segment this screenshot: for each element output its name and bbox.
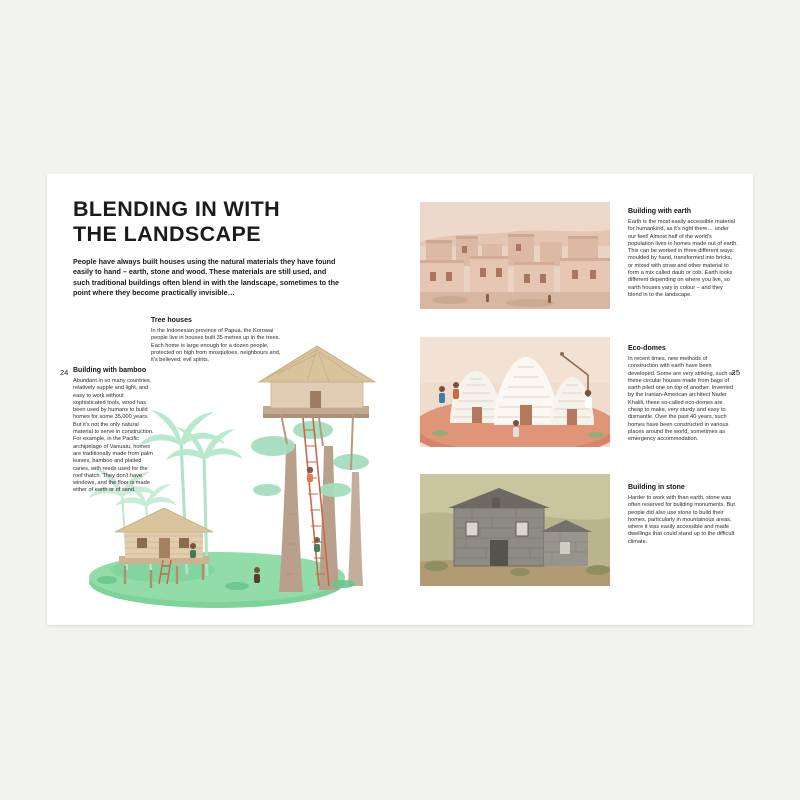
page-number-right: 25	[731, 368, 740, 377]
caption-tree-houses	[151, 316, 282, 364]
caption-body: Harder to work with than earth, stone was often reserved for building monuments. But people did also use stone to build their homes, particularly in mountainous areas, where it was easily accessible and made dwellings that could stand up to the difficult climate.	[628, 495, 735, 545]
caption-body: Earth is the most easily accessible material for humankind, as it's right there… under our feet! Almost half of the world's population lives in homes made out of earth. This can be worked in three different ways: moulded by hand, transformed into bricks, or mixed with straw and other material to form a mix called daub or cob. Earth looks different depending on where you live, so earth houses vary in colour – and they blend in to the landscape.	[628, 219, 738, 298]
standfirst-paragraph: People have always built houses using the natural materials they have found easily to hand – earth, stone and wood. These materials are still used, and such traditional buildings often blend in with the landscape, sometimes to the point where they become practically invisible…	[73, 257, 339, 297]
caption-eco-domes	[628, 344, 738, 444]
caption-body: Abundant in so many countries, relatively supple and light, and easy to work without sophisticated tools, wood has been used by humans to build homes for some 35,000 years. But it's not the only natural material to serve in construction. For example, in the Pacific archipelago of Vanuatu, homes are traditionally made from palm leaves, bamboo and plaited canes, with reeds used for the roof thatch. They don't have windows, and the floor is made either of earth or of sand.	[73, 378, 154, 494]
eco-dome-photo	[420, 337, 610, 447]
caption-title: Eco-domes	[628, 345, 666, 352]
caption-title: Building in stone	[628, 484, 685, 491]
caption-title: Building with bamboo	[73, 367, 147, 374]
right-page	[400, 174, 753, 625]
page-number-left: 24	[60, 368, 69, 377]
stone-house-photo	[420, 474, 610, 586]
page-title-line-2: THE LANDSCAPE	[73, 222, 261, 246]
book-spread	[47, 174, 753, 625]
earth-village-photo	[420, 202, 610, 309]
caption-body: In the Indonesian province of Papua, the Korowai people live in houses built 35 metres up in the trees. Each home is large enough for a dozen people, protected on high from mosquitoes, neighbours and, it's believed, evil spirits.	[151, 328, 281, 364]
caption-building-with-earth	[628, 207, 738, 299]
caption-building-in-stone	[628, 483, 738, 546]
page-title	[73, 197, 333, 247]
caption-building-with-bamboo	[73, 366, 157, 495]
caption-body: In recent times, new methods of construction with earth have been developed. Some are very striking, such as these circular houses made from bags of earth piled one on top of another. Invented by the Iranian-American architect Nader Khalili, these so-called eco-domes are cheap to make, very sturdy and easy to dismantle. Over the past 40 years, such homes have been constructed in various places around the world, sometimes as emergency accommodation.	[628, 356, 735, 443]
page-title-line-1: BLENDING IN WITH	[73, 197, 281, 221]
left-page	[47, 174, 400, 625]
caption-title: Tree houses	[151, 317, 192, 324]
caption-title: Building with earth	[628, 208, 691, 215]
